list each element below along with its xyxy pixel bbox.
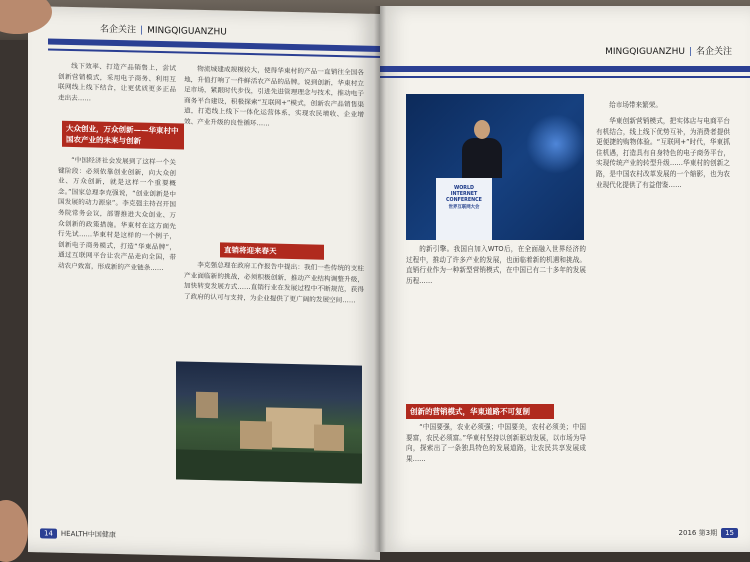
right-page-footer [679, 528, 738, 538]
right-header-thin-rule [380, 76, 750, 78]
left-footer-magazine: HEALTH中国健康 [60, 529, 116, 539]
right-col3-body2-text: “中国要强，农业必须强；中国要美，农村必须美；中国要富，农民必须富。”华東村坚持以创新驱动发展，以市场为导向，探索出了一条独具特色的发展道路，让农民共享发展成果…… [406, 423, 586, 463]
section-heading-1: 大众创业，万众创新——华東村中国农产业的未来与创新 [62, 121, 184, 150]
right-header-rule [380, 66, 750, 72]
right-header-pinyin: MINGQIGUANZHU [605, 47, 685, 57]
right-page-header [605, 44, 732, 57]
podium-banner-cn: 世界互联网大会 [448, 204, 480, 210]
left-column-1-body [58, 155, 176, 520]
left-column-1-intro [58, 61, 176, 124]
right-footer-year: 2016 [678, 529, 697, 537]
left-page-number: 14 [40, 528, 57, 538]
left-col2-body-text: 物流城建成规模较大，使得华東村的产品一直销往全国各地，升值打响了一件鲜活农产品的品牌。说到创新，华東村立足市场，紧跟时代步伐，引进先进管理理念与技术，推动电子商务平台建设，积极探索“互联网+”模式，创新农产品销售渠道，打造线上线下一体化运营体系，实现农民增收、企业增效、产业升级的良性循环…… [184, 64, 364, 128]
left-header-title: 名企关注 [100, 24, 137, 36]
right-footer-issue: 第3期 [698, 529, 718, 537]
right-column-3-body-2 [406, 422, 586, 514]
speaker-figure [458, 120, 506, 178]
hotel-photo [176, 361, 362, 483]
right-header-separator: | [688, 47, 692, 57]
left-page-footer [40, 528, 116, 540]
podium-banner-text: WORLD INTERNET CONFERENCE [446, 186, 482, 204]
left-col1-body-text: “中国经济社会发展到了这样一个关键阶段：必须依靠创业创新，向大众创业、万众创新，就是这样一个重要概念。”国家总理李克强说，“创业创新是中国发展的动力源泉”。李克强主持召开国务院常务会议，部署推进大众创业、万众创新的政策措施。华東村在这方面先行先试……华東村是这样的一个例子，创新电子商务模式，打造“华東品牌”，通过互联网平台让农产品走向全国，带动农户致富，形成新的产业链条…… [58, 155, 176, 273]
section-heading-2: 直销将迎来春天 [220, 242, 324, 259]
right-page-number: 15 [721, 528, 738, 538]
left-column-2-body-2 [184, 260, 364, 360]
left-page [28, 6, 380, 560]
left-col1-intro-text: 线下效率、打造产品销售上，尝试创新营销模式，采用电子商务、利用互联网线上线下结合，让更优质更多正品走出去…… [58, 61, 176, 103]
conference-speech-photo [406, 94, 584, 240]
right-column-4-body [596, 116, 730, 514]
left-page-header [100, 22, 227, 38]
left-column-2-body [184, 64, 364, 248]
podium [436, 178, 492, 240]
right-header-title: 名企关注 [695, 47, 732, 57]
magazine-spread [28, 6, 750, 552]
left-header-separator: | [140, 25, 144, 36]
right-column-4-top [596, 100, 730, 112]
left-col2-body2-text: 李克强总理在政府工作报告中提出：我们一些传统的支柱产业面临新的挑战，必须积极创新，推动产业结构调整升级，加快转变发展方式……直销行业在发展过程中不断规范，获得了政府的认可与支持，为企业提供了更广阔的发展空间…… [184, 260, 364, 305]
right-col4-top-text: 给市场带来繁荣。 [609, 101, 662, 109]
right-col4-body-text: 华東创新营销模式，把实体店与电商平台有机结合，线上线下优势互补，为消费者提供更便捷的购物体验。“互联网+”时代，华東抓住机遇，打造具有自身特色的电子商务平台，实现传统产业的转型升级……华東村的创新之路，是中国农村改革发展的一个缩影，也为农业现代化提供了有益借鉴…… [596, 117, 730, 189]
right-col3-body-text: 的新引擎。我国自加入WTO后，在全面融入世界经济的过程中，推动了许多产业的发展，也面临着新的机遇和挑战。直销行业作为一种新型营销模式，在中国已有二十多年的发展历程…… [406, 245, 586, 285]
section-heading-3: 创新的营销模式，华東道路不可复制 [406, 404, 554, 419]
left-header-pinyin: MINGQIGUANZHU [147, 25, 227, 38]
hand-finger [0, 500, 28, 562]
right-column-3-body [406, 244, 586, 394]
page-fold-shadow [374, 6, 386, 552]
right-page [380, 6, 750, 552]
